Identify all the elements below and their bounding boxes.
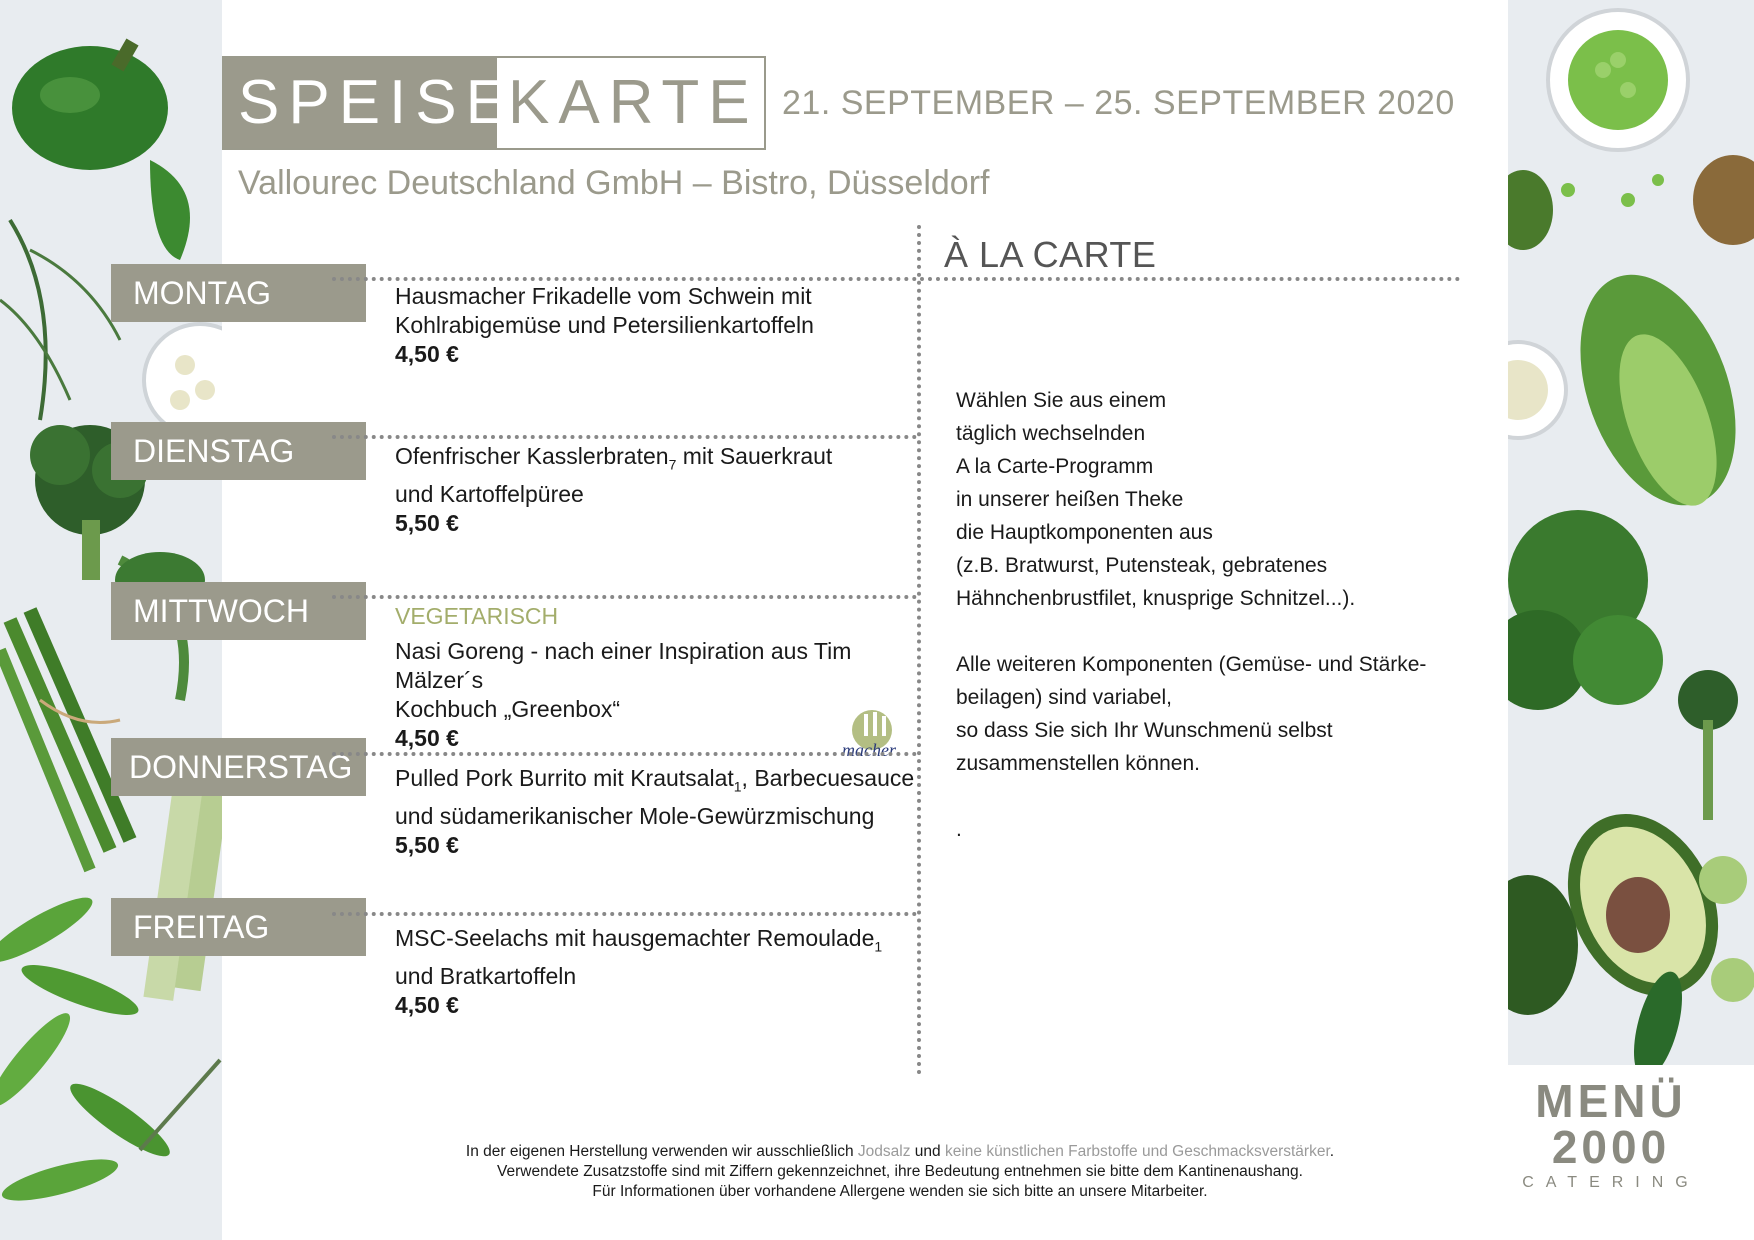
- dish-line: Ofenfrischer Kasslerbraten$_7$ mit Sauerkraut: [395, 443, 833, 473]
- dish-price: 4,50 €: [395, 341, 459, 367]
- company-name: Vallourec Deutschland GmbH – Bistro, Düsseldorf: [238, 164, 990, 202]
- footer-line: Verwendete Zusatzstoffe sind mit Ziffern gekennzeichnet, ihre Bedeutung entnehmen sie bitte dem Kantinenaushang.: [497, 1163, 1303, 1180]
- dish-line: Kochbuch „Greenbox“: [395, 696, 621, 722]
- text-line: täglich wechselnden: [956, 422, 1146, 445]
- divider-donnerstag: [332, 752, 917, 756]
- dish-line: und Bratkartoffeln: [395, 962, 577, 989]
- dish-freitag: [395, 924, 915, 1020]
- dish-price: 4,50 €: [395, 991, 459, 1018]
- title-speise: SPEISE: [224, 58, 497, 148]
- dish-line: Pulled Pork Burrito mit Krautsalat$_1$, Barbecuesauce: [395, 765, 915, 795]
- right-vegetable-panel: [1508, 0, 1754, 1065]
- dish-line: Nasi Goreng - nach einer Inspiration aus Tim Mälzer´s: [395, 638, 852, 693]
- divider-dienstag: [332, 435, 917, 439]
- logo-line: CATERING: [1522, 1174, 1700, 1191]
- trailing-dot: .: [956, 818, 962, 841]
- dish-price: 4,50 €: [395, 725, 459, 751]
- dish-line: und südamerikanischer Mole-Gewürzmischung: [395, 802, 875, 829]
- column-divider: [917, 225, 921, 1075]
- divider-freitag: [332, 912, 917, 916]
- text-line: A la Carte-Programm: [956, 455, 1154, 478]
- logo-line: MENÜ: [1535, 1075, 1687, 1127]
- alacarte-heading: À LA CARTE: [944, 234, 1157, 275]
- svg-text:macher: macher: [842, 740, 896, 760]
- text-line: (z.B. Bratwurst, Putensteak, gebratenes: [956, 554, 1328, 577]
- text-line: Alle weiteren Komponenten (Gemüse- und Stärke-: [956, 653, 1427, 676]
- additive-number: 7: [668, 456, 677, 473]
- text-line: Wählen Sie aus einem: [956, 389, 1167, 412]
- dish-price: 5,50 €: [395, 831, 459, 858]
- title-karte: KARTE: [508, 68, 759, 137]
- vegetables-illustration-right: [1508, 0, 1754, 1065]
- text-line: so dass Sie sich Ihr Wunschmenü selbst: [956, 719, 1333, 742]
- footer-line: In der eigenen Herstellung verwenden wir ausschließlich Jodsalz und keine künstlichen Farbstoffe und Geschmacksverstärker.: [465, 1143, 1335, 1160]
- text-line: Hähnchenbrustfilet, knusprige Schnitzel...).: [956, 587, 1356, 610]
- additive-number: 1: [733, 778, 742, 795]
- logo-line: 2000: [1551, 1121, 1671, 1173]
- footer-line: Für Informationen über vorhandene Allergene wenden sie sich bitte an unsere Mitarbeiter.: [592, 1183, 1208, 1200]
- dish-price: 5,50 €: [395, 509, 459, 536]
- text-line: beilagen) sind variabel,: [956, 686, 1172, 709]
- alacarte-divider: [920, 277, 1460, 281]
- day-tab-donnerstag: DONNERSTAG: [111, 738, 366, 796]
- text-line: in unserer heißen Theke: [956, 488, 1184, 511]
- divider-montag: [332, 277, 917, 281]
- text-line: die Hauptkomponenten aus: [956, 521, 1213, 544]
- dish-donnerstag: [395, 764, 915, 860]
- dish-line: und Kartoffelpüree: [395, 480, 584, 507]
- footer-notes: [300, 1142, 1500, 1202]
- day-tab-mittwoch: MITTWOCH: [111, 582, 366, 640]
- day-tab-dienstag: DIENSTAG: [111, 422, 366, 480]
- additive-number: 1: [874, 938, 883, 955]
- dish-line: Hausmacher Frikadelle vom Schwein mit: [395, 283, 812, 309]
- dish-line: MSC-Seelachs mit hausgemachter Remoulade$_1$: [395, 925, 883, 955]
- day-tab-montag: MONTAG: [111, 264, 366, 322]
- date-range: 21. SEPTEMBER – 25. SEPTEMBER 2020: [782, 84, 1455, 122]
- dish-line: Kohlrabigemüse und Petersilienkartoffeln: [395, 312, 814, 338]
- dish-montag: [395, 282, 915, 369]
- alacarte-description: [956, 384, 1476, 846]
- text-line: zusammenstellen können.: [956, 752, 1200, 775]
- vegetarian-label: VEGETARISCH: [395, 603, 559, 629]
- divider-mittwoch: [332, 595, 917, 599]
- dish-dienstag: [395, 442, 915, 538]
- menu2000-logo: [1516, 1075, 1706, 1194]
- day-tab-freitag: FREITAG: [111, 898, 366, 956]
- dish-mittwoch: [395, 602, 915, 753]
- menu-title: [222, 56, 766, 150]
